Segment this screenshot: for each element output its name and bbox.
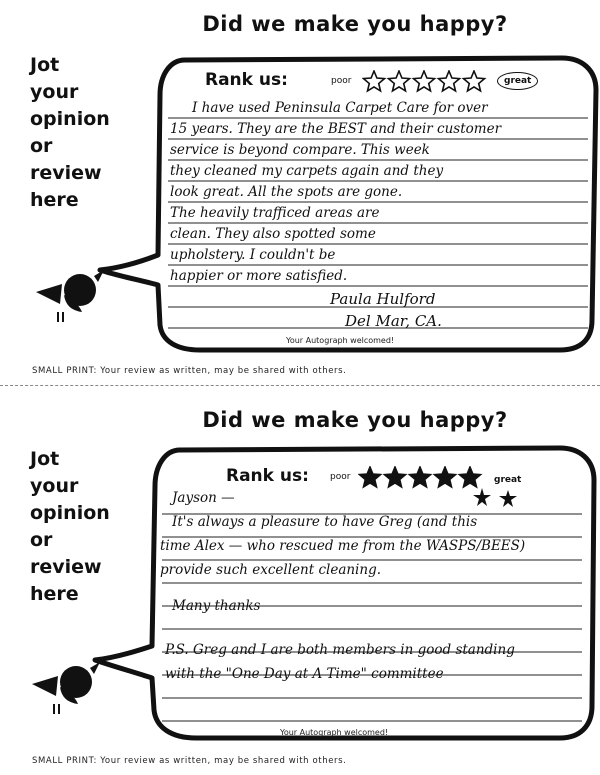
signature-place: Del Mar, CA. bbox=[345, 312, 442, 330]
card-title: Did we make you happy? bbox=[202, 408, 508, 432]
handwritten-line: happier or more satisfied. bbox=[170, 268, 348, 284]
side-prompt-line: here bbox=[30, 583, 79, 605]
poor-label: poor bbox=[331, 76, 352, 86]
signature-name: Paula Hulford bbox=[330, 290, 436, 308]
bird-icon bbox=[36, 270, 104, 322]
autograph-label: Your Autograph welcomed! bbox=[286, 336, 395, 345]
handwritten-line: Jayson — bbox=[172, 490, 235, 506]
great-label: great bbox=[497, 72, 538, 90]
handwritten-line: 15 years. They are the BEST and their customer bbox=[170, 121, 502, 137]
small-print: SMALL PRINT: Your review as written, may be shared with others. bbox=[32, 756, 347, 766]
star-icon[interactable] bbox=[364, 71, 385, 91]
handwritten-line: service is beyond compare. This week bbox=[170, 142, 430, 158]
side-prompt-line: Jot bbox=[30, 448, 60, 470]
star-icon[interactable] bbox=[464, 71, 485, 91]
star-rating[interactable] bbox=[362, 70, 492, 94]
handwritten-line: P.S. Greg and I are both members in good standing bbox=[165, 642, 515, 658]
autograph-label: Your Autograph welcomed! bbox=[280, 728, 389, 737]
card-divider bbox=[0, 385, 600, 386]
rank-label: Rank us: bbox=[205, 70, 288, 90]
star-icon[interactable] bbox=[360, 467, 381, 487]
star-icon[interactable] bbox=[439, 71, 460, 91]
poor-label: poor bbox=[330, 472, 351, 482]
side-prompt-line: review bbox=[30, 556, 102, 578]
handwritten-line: time Alex — who rescued me from the WASPS/BEES) bbox=[160, 538, 526, 554]
star-icon[interactable] bbox=[435, 467, 456, 487]
side-prompt-line: or bbox=[30, 135, 53, 157]
side-prompt-line: Jot bbox=[30, 54, 60, 76]
star-icon[interactable] bbox=[414, 71, 435, 91]
handwritten-line: The heavily trafficed areas are bbox=[170, 205, 380, 221]
great-label: great bbox=[494, 475, 522, 485]
handwritten-line: upholstery. I couldn't be bbox=[170, 247, 336, 263]
side-prompt-line: opinion bbox=[30, 108, 110, 130]
side-prompt-line: review bbox=[30, 162, 102, 184]
bird-icon bbox=[32, 662, 100, 714]
side-prompt-line: or bbox=[30, 529, 53, 551]
rank-label: Rank us: bbox=[226, 466, 309, 486]
handwritten-line: clean. They also spotted some bbox=[170, 226, 376, 242]
side-prompt-line: opinion bbox=[30, 502, 110, 524]
star-icon[interactable] bbox=[389, 71, 410, 91]
review-card-1 bbox=[0, 0, 600, 384]
handwritten-line: I have used Peninsula Carpet Care for over bbox=[192, 100, 488, 116]
handwritten-line: they cleaned my carpets again and they bbox=[170, 163, 444, 179]
handwritten-line: provide such excellent cleaning. bbox=[160, 562, 382, 578]
star-icon[interactable] bbox=[410, 467, 431, 487]
handwritten-line: It's always a pleasure to have Greg (and this bbox=[172, 514, 478, 530]
handwritten-line: look great. All the spots are gone. bbox=[170, 184, 403, 200]
handwritten-line: Many thanks bbox=[172, 598, 261, 614]
star-icon[interactable] bbox=[385, 467, 406, 487]
small-print: SMALL PRINT: Your review as written, may be shared with others. bbox=[32, 366, 347, 376]
side-prompt-line: your bbox=[30, 475, 79, 497]
card-title: Did we make you happy? bbox=[202, 12, 508, 36]
star-rating[interactable] bbox=[358, 466, 488, 490]
handwritten-line: with the "One Day at A Time" committee bbox=[165, 666, 444, 682]
side-prompt-line: here bbox=[30, 189, 79, 211]
star-icon[interactable] bbox=[460, 467, 481, 487]
side-prompt-line: your bbox=[30, 81, 79, 103]
review-card-2 bbox=[0, 388, 600, 775]
